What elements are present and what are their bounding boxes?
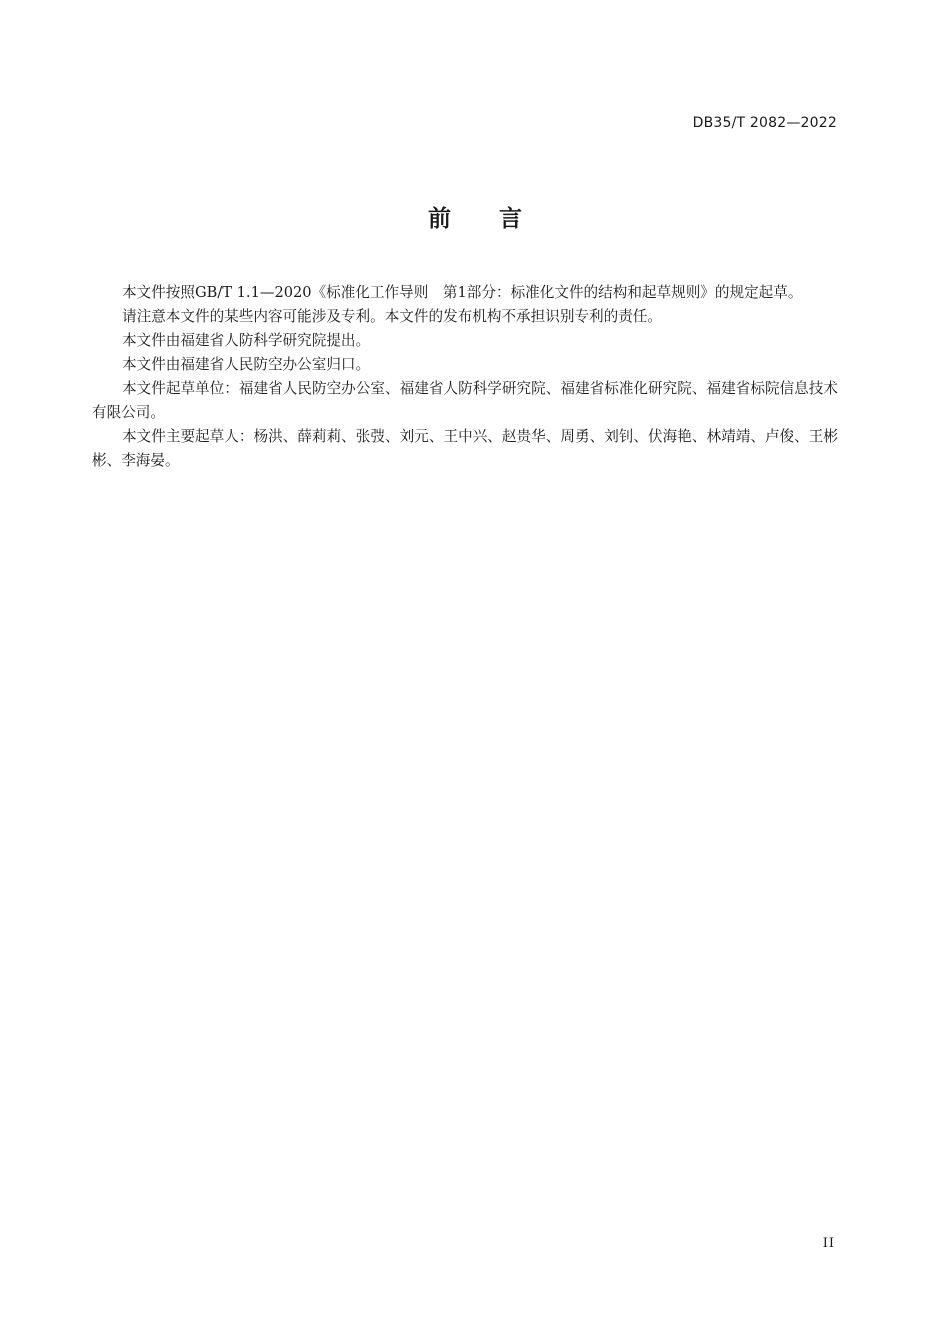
title-char-1: 前 bbox=[428, 206, 451, 232]
preface-body bbox=[92, 281, 838, 473]
paragraph-drafters: 本文件主要起草人：杨洪、薛莉莉、张弢、刘元、王中兴、赵贵华、周勇、刘钊、伏海艳、林靖靖、卢俊、王彬彬、李海晏。 bbox=[92, 428, 838, 469]
page-title bbox=[0, 200, 950, 233]
document-code: DB35/T 2082—2022 bbox=[692, 115, 837, 131]
paragraph-administrator: 本文件由福建省人民防空办公室归口。 bbox=[122, 356, 371, 373]
paragraph-drafting-units: 本文件起草单位：福建省人民防空办公室、福建省人防科学研究院、福建省标准化研究院、福建省标院信息技术有限公司。 bbox=[92, 380, 838, 421]
page-number: II bbox=[822, 1236, 835, 1251]
paragraph-standard-basis: 本文件按照GB/T 1.1—2020《标准化工作导则 第1部分：标准化文件的结构和起草规则》的规定起草。 bbox=[122, 284, 803, 301]
title-char-2: 言 bbox=[499, 206, 522, 232]
paragraph-proposer: 本文件由福建省人防科学研究院提出。 bbox=[122, 332, 371, 349]
paragraph-patent-notice: 请注意本文件的某些内容可能涉及专利。本文件的发布机构不承担识别专利的责任。 bbox=[122, 308, 662, 325]
